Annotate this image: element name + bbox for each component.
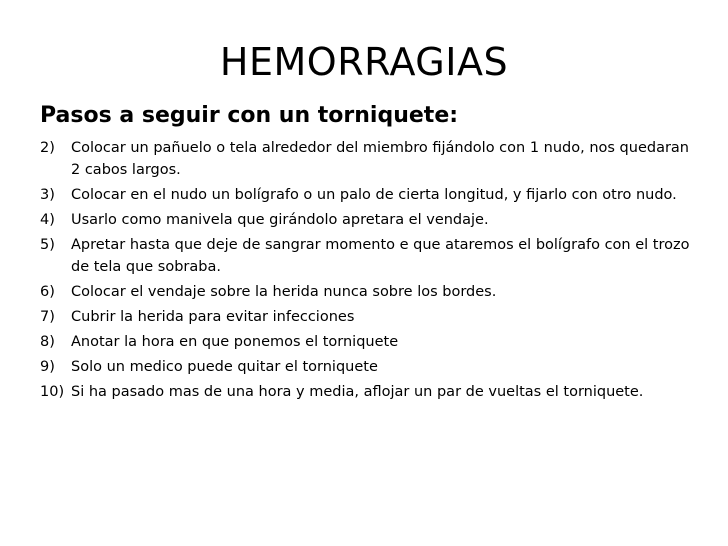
- step-item: [40, 356, 700, 378]
- step-item: [40, 331, 700, 353]
- step-item: [40, 209, 700, 231]
- step-number: 2): [40, 140, 55, 156]
- step-number: 8): [40, 334, 55, 350]
- slide-subtitle: Pasos a seguir con un torniquete:: [40, 103, 459, 128]
- step-number: 10): [40, 384, 65, 400]
- step-text: Anotar la hora en que ponemos el torniquete: [71, 334, 399, 350]
- step-text: Si ha pasado mas de una hora y media, aflojar un par de vueltas el torniquete.: [71, 384, 644, 400]
- step-number: 3): [40, 187, 55, 203]
- step-item: [40, 184, 700, 206]
- step-number: 9): [40, 359, 55, 375]
- step-text: Colocar el vendaje sobre la herida nunca sobre los bordes.: [71, 284, 497, 300]
- step-text: Usarlo como manivela que girándolo apretara el vendaje.: [71, 212, 489, 228]
- step-text: Solo un medico puede quitar el torniquete: [71, 359, 378, 375]
- step-text: Cubrir la herida para evitar infecciones: [71, 309, 355, 325]
- step-item: [40, 234, 700, 278]
- steps-list: [40, 137, 700, 406]
- step-item: [40, 281, 700, 303]
- step-text: Apretar hasta que deje de sangrar momento e que ataremos el bolígrafo con el trozo de tela que sobraba.: [71, 237, 690, 275]
- step-number: 7): [40, 309, 55, 325]
- step-text: Colocar un pañuelo o tela alrededor del miembro fijándolo con 1 nudo, nos quedaran 2 cabos largos.: [71, 140, 689, 178]
- step-item: [40, 306, 700, 328]
- slide-title: HEMORRAGIAS: [219, 40, 509, 84]
- step-item: [40, 137, 700, 181]
- step-text: Colocar en el nudo un bolígrafo o un palo de cierta longitud, y fijarlo con otro nudo.: [71, 187, 677, 203]
- step-number: 6): [40, 284, 55, 300]
- step-number: 4): [40, 212, 55, 228]
- step-number: 5): [40, 237, 55, 253]
- step-item: [40, 381, 700, 403]
